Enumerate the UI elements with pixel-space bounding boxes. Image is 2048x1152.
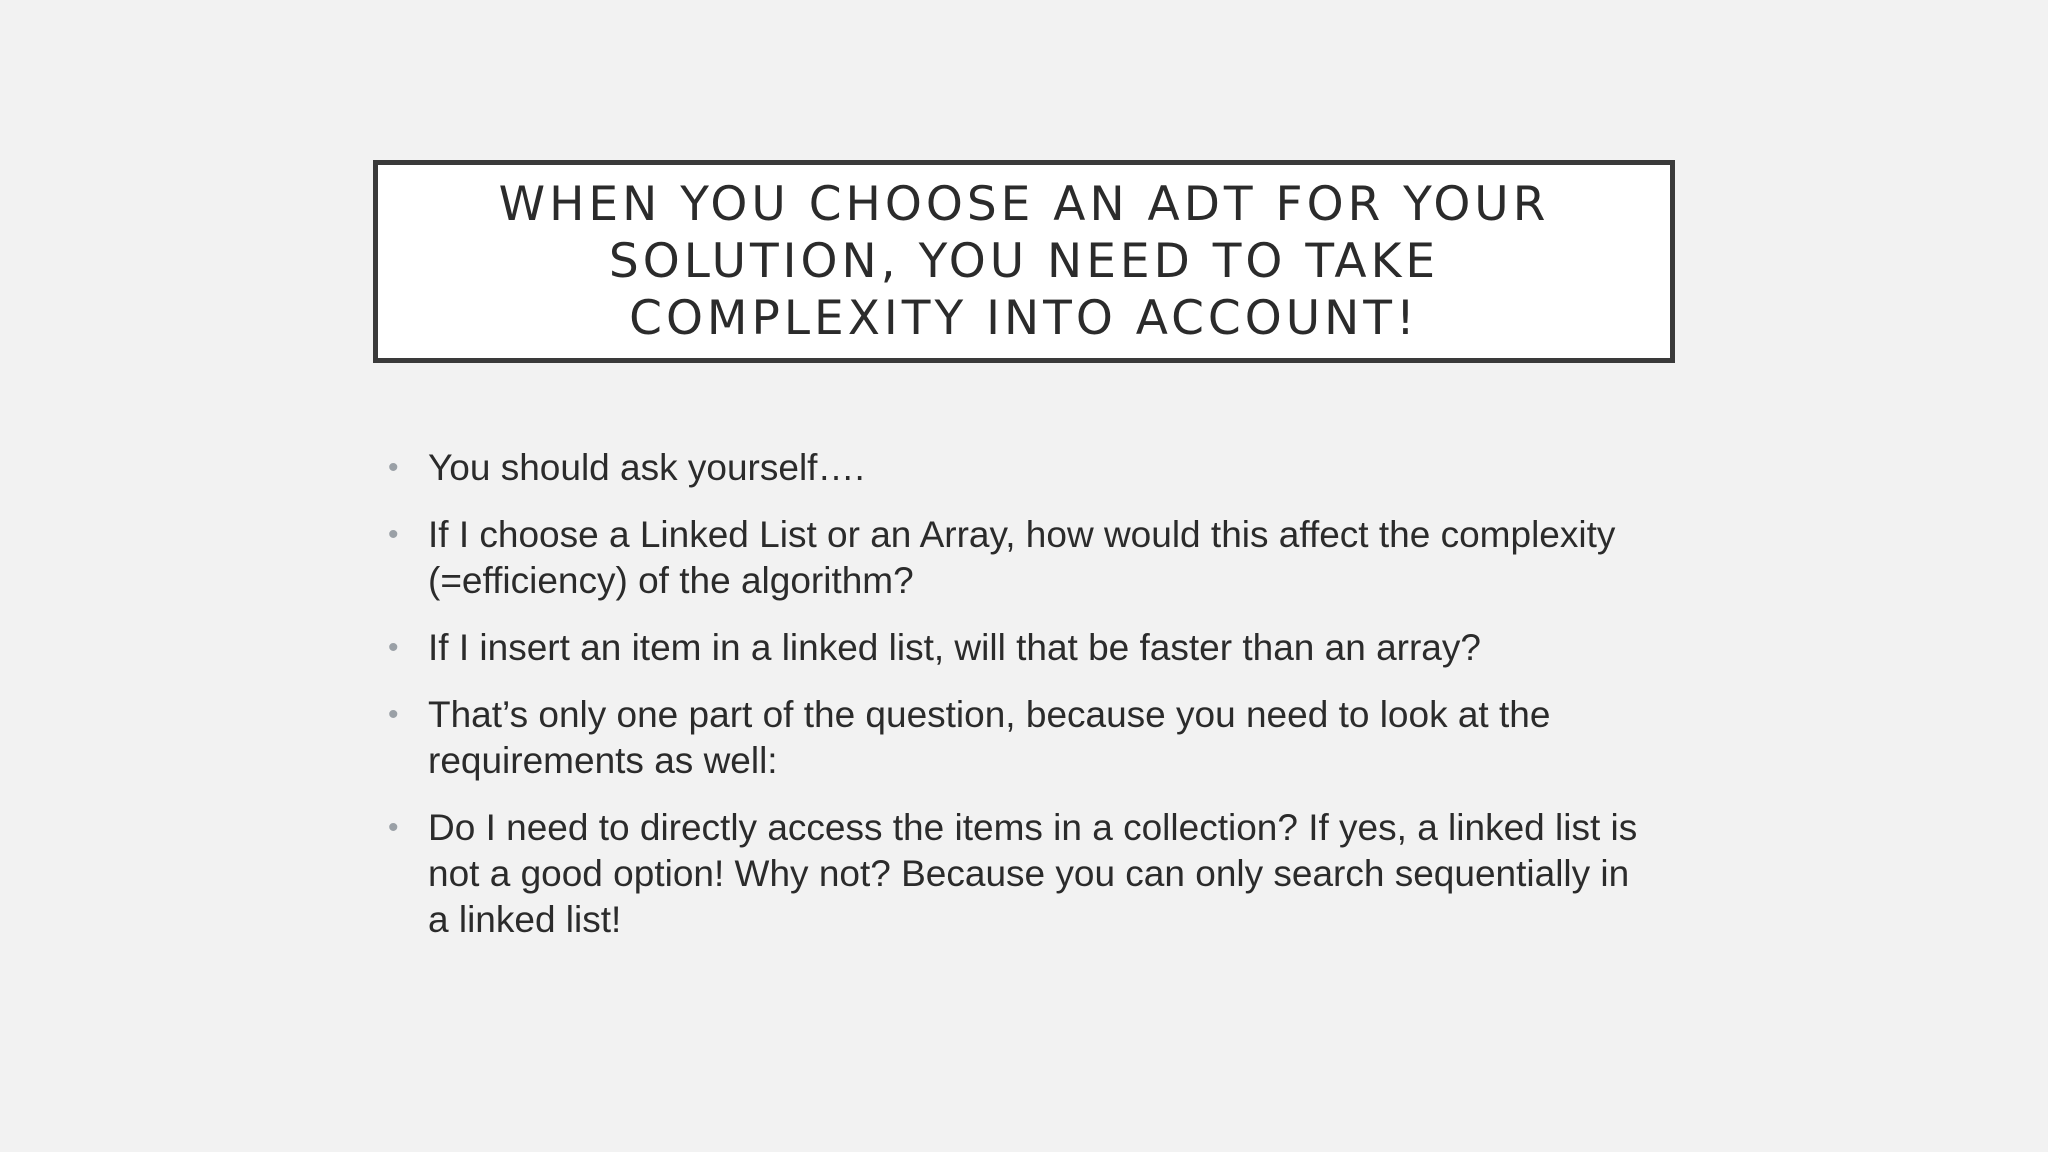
bullet-text: Do I need to directly access the items in a collection? If yes, a linked list is not a good option! Why not? Because you can only search sequentially in a linked list! xyxy=(428,807,1638,940)
bullet-item xyxy=(388,512,1658,604)
title-box xyxy=(373,160,1675,363)
bullet-text: That’s only one part of the question, because you need to look at the requirements as well: xyxy=(428,694,1551,781)
bullet-list xyxy=(388,445,1658,964)
bullet-icon: • xyxy=(388,811,399,844)
bullet-item xyxy=(388,805,1658,943)
bullet-item xyxy=(388,445,1658,491)
bullet-text: You should ask yourself…. xyxy=(428,447,865,488)
bullet-item xyxy=(388,692,1658,784)
slide-title: WHEN YOU CHOOSE AN ADT FOR YOUR SOLUTION, YOU NEED TO TAKE COMPLEXITY INTO ACCOUNT! xyxy=(498,177,1550,346)
bullet-icon: • xyxy=(388,451,399,484)
bullet-icon: • xyxy=(388,518,399,551)
bullet-text: If I choose a Linked List or an Array, how would this affect the complexity (=efficiency) of the algorithm? xyxy=(428,514,1616,601)
bullet-icon: • xyxy=(388,698,399,731)
bullet-text: If I insert an item in a linked list, will that be faster than an array? xyxy=(428,627,1481,668)
bullet-item xyxy=(388,625,1658,671)
bullet-icon: • xyxy=(388,631,399,664)
